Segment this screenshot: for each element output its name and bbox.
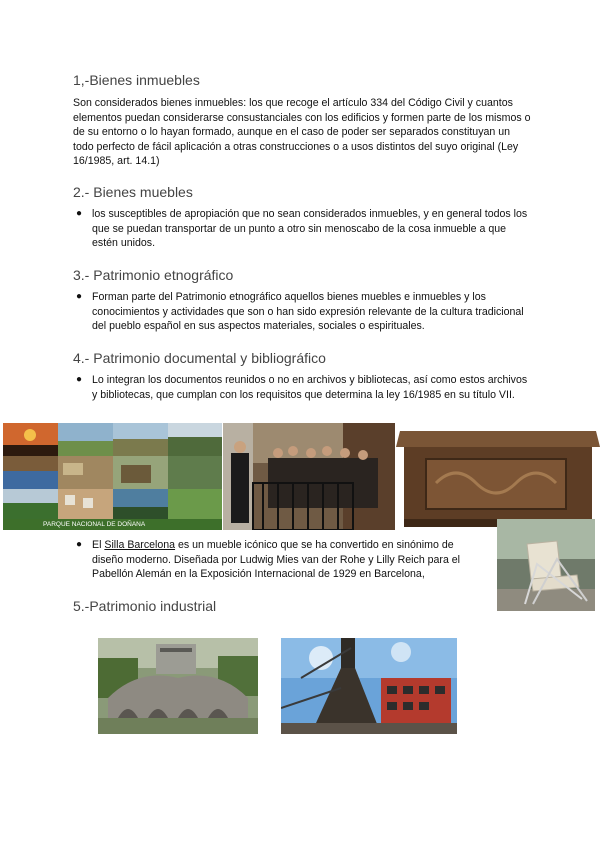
list-item <box>76 373 532 402</box>
silla-suffix: es un mueble icónico que se ha convertido en sinónimo de diseño moderno. Diseñada por Ludwig Mies van der Rohe y Lilly Reich para el Pabellón Alemán en la Exposición Internacional de 1929 en Barcelona, <box>92 539 461 581</box>
steel-mill-photo <box>281 638 457 734</box>
barcelona-chair-photo <box>497 519 595 611</box>
paragraph-bienes-inmuebles: Son considerados bienes inmuebles: los que recoge el artículo 334 del Código Civil y cuantos elementos puedan considerarse consustanciales con los edificios y formen parte de los mismos o de su entorno o lo hayan formado, aunque en el caso de poder ser separados constituyan un todo perfecto de fácil aplicación a otras construcciones o a usos distintos del suyo original (Ley 16/1985, art. 14.1) <box>73 97 531 168</box>
donana-caption: PARQUE NACIONAL DE DOÑANA <box>43 521 146 528</box>
bullet-text: Forman parte del Patrimonio etnográfico aquellos bienes muebles e inmuebles y los conocimientos y actividades que son o han sido expresión relevante de la cultura tradicional del pueblo español en sus aspectos materiales, sociales o espirituales. <box>92 291 524 333</box>
industrial-building-photo <box>98 638 258 734</box>
bullet-icon: ● <box>76 208 83 219</box>
donana-collage-image <box>3 423 222 530</box>
bullet-icon: ● <box>76 291 83 302</box>
list-item <box>76 207 532 251</box>
bullet-icon: ● <box>76 539 83 550</box>
list-item <box>76 290 532 334</box>
heading-patrimonio-documental: 4.- Patrimonio documental y bibliográfico <box>73 350 326 366</box>
heading-bienes-muebles: 2.- Bienes muebles <box>73 184 193 200</box>
silla-barcelona-link[interactable]: Silla Barcelona <box>104 539 176 551</box>
heading-bienes-inmuebles: 1,-Bienes inmuebles <box>73 72 200 88</box>
ceremony-photo <box>223 423 395 530</box>
list-item-silla-barcelona <box>76 538 477 582</box>
bullet-text: los susceptibles de apropiación que no sean considerados inmuebles, y en general todos los que se puedan transportar de un punto a otro sin menoscabo de la cosa inmueble a que estén unidos. <box>92 208 528 250</box>
wooden-chest-photo <box>396 423 600 530</box>
silla-prefix: El <box>92 539 105 551</box>
heading-patrimonio-industrial: 5.-Patrimonio industrial <box>73 598 217 614</box>
heading-patrimonio-etnografico: 3.- Patrimonio etnográfico <box>73 267 234 283</box>
bullet-icon: ● <box>76 374 83 385</box>
bullet-text: Lo integran los documentos reunidos o no en archivos y bibliotecas, así como estos archivos y bibliotecas, que cumplan con los requisitos que determina la ley 16/1985 en su título VII. <box>92 374 528 401</box>
